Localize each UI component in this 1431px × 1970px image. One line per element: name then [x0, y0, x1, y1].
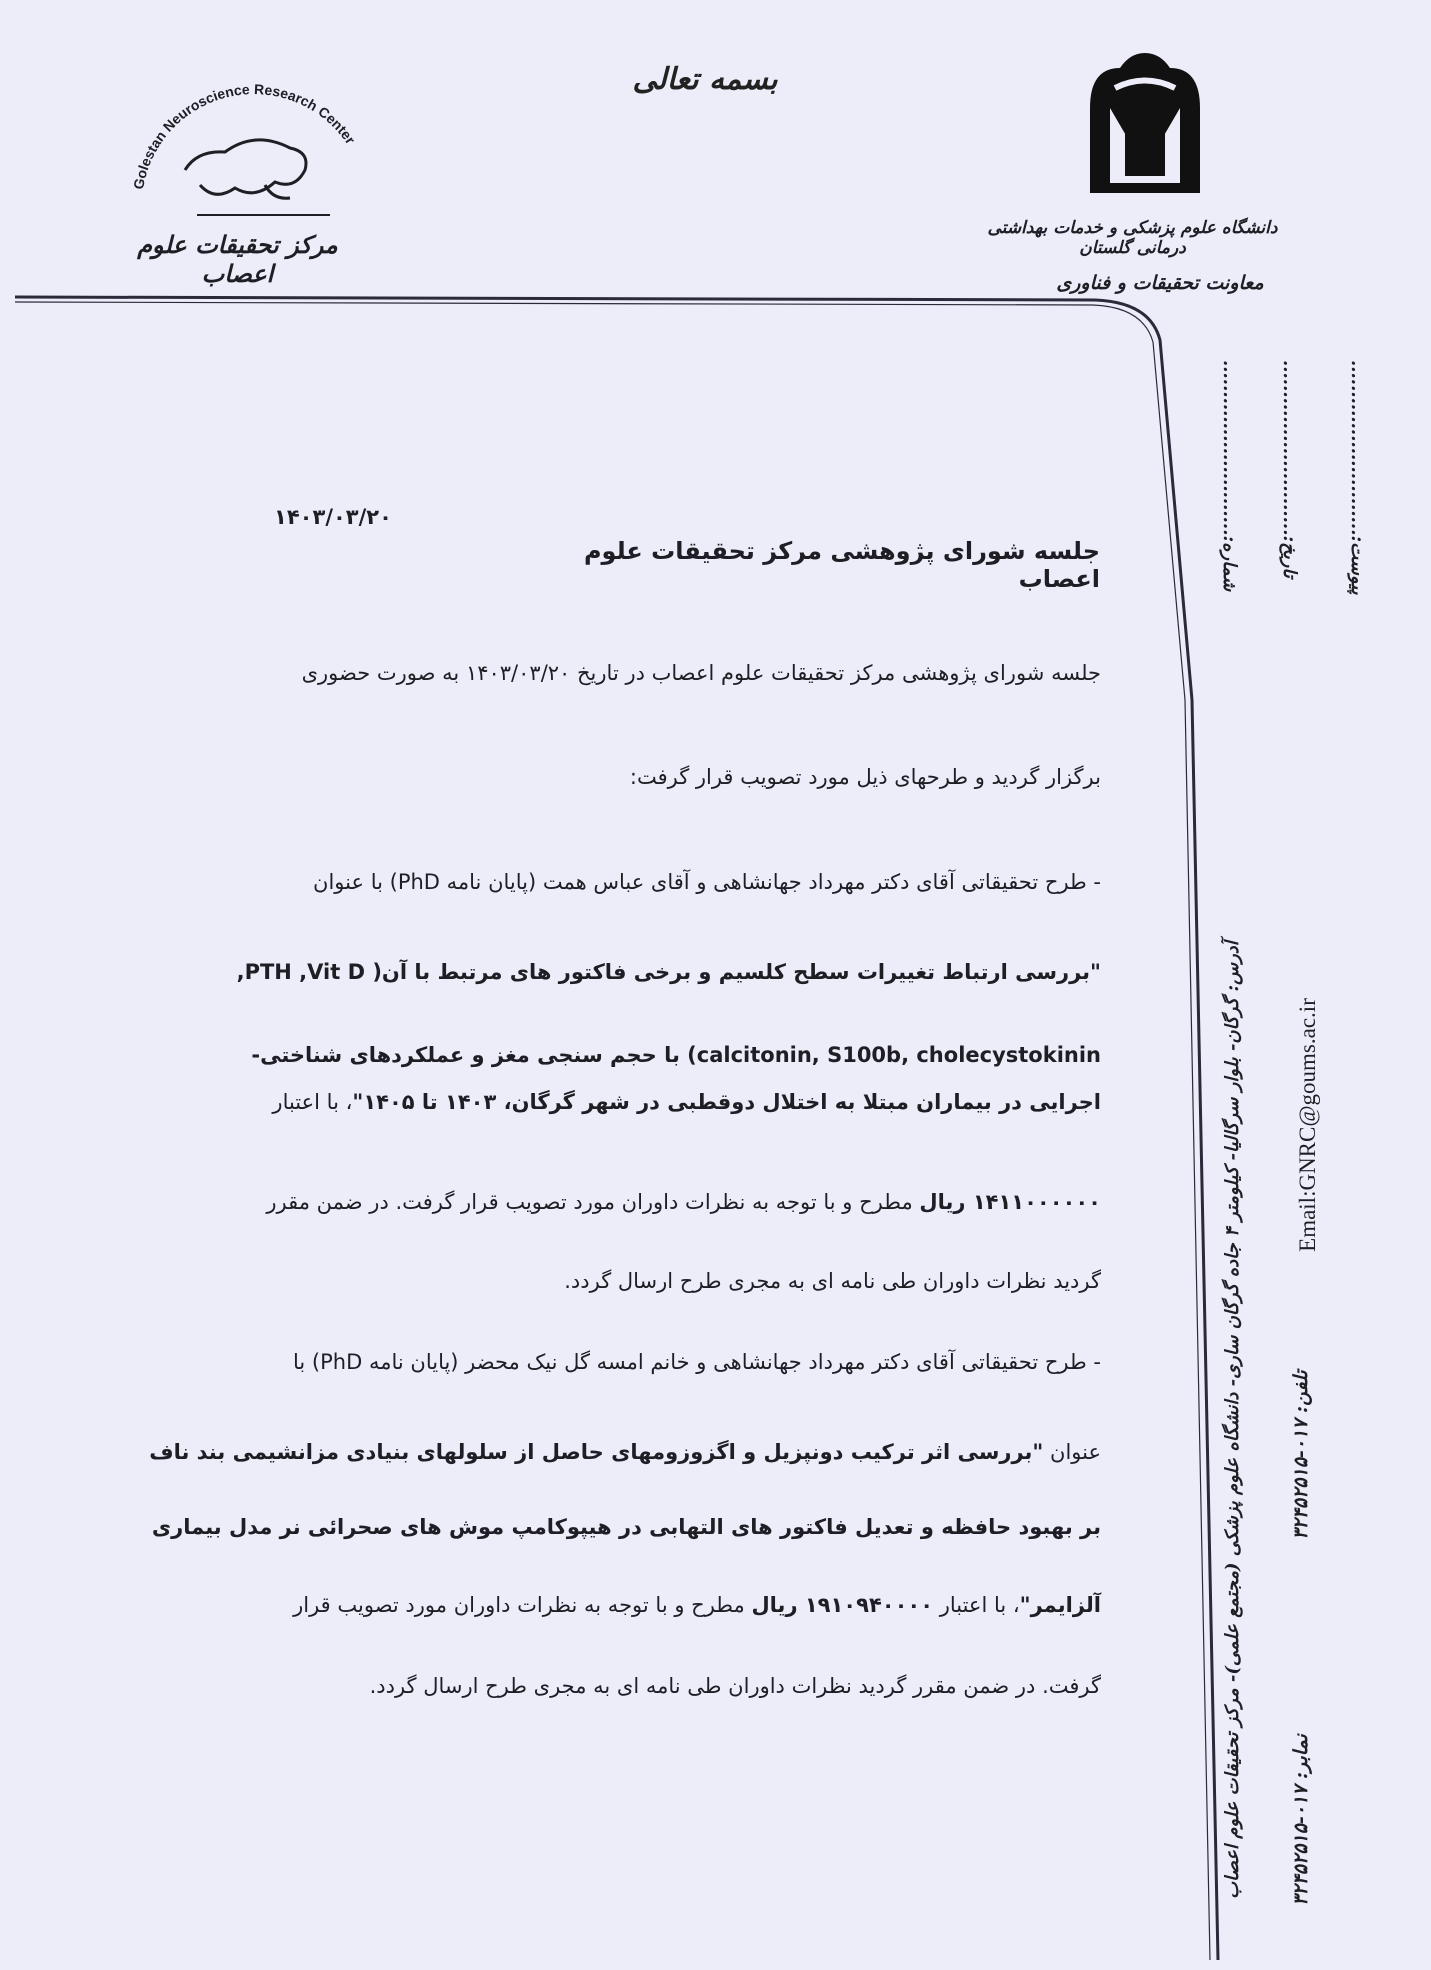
project1-title-end: اجرایی در بیماران مبتلا به اختلال دوقطبی در شهر گرگان، ۱۴۰۳ تا ۱۴۰۵" [352, 1090, 1101, 1114]
project2-title-line-1: "بررسی اثر ترکیب دونپزیل و اگزوزومهای حاصل از سلولهای بنیادی مزانشیمی بند ناف [149, 1440, 1044, 1464]
project2-line-2 [101, 1437, 1101, 1467]
number-label: شماره: [1219, 535, 1240, 592]
bismillah-heading: بسمه تعالی [632, 62, 778, 97]
project1-title-line-2: calcitonin, S100b, cholecystokinin) با حجم سنجی مغز و عملکردهای شناختی- [251, 1043, 1101, 1067]
project2-title-line-2: بر بهبود حافظه و تعدیل فاکتور های التهابی در هیپوکامپ موش های صحرائی نر مدل بیماری [151, 1515, 1101, 1539]
phone-text: تلفن: ۰۱۷-۳۲۴۵۲۵۱۵ [1290, 1370, 1312, 1540]
project1-credit-label: ، با اعتبار [272, 1090, 353, 1114]
meeting-title: جلسه شورای پژوهشی مرکز تحقیقات علوم اعصاب [583, 537, 1100, 593]
research-center-name: مرکز تحقیقات علوم اعصاب [137, 230, 338, 288]
logo-arc-text: Golestan Neuroscience Research Center [130, 80, 359, 191]
project1-budget: ۱۴۱۱۰۰۰۰۰۰ ریال [919, 1190, 1101, 1214]
project2-budget: ۱۹۱۰۹۴۰۰۰۰ ریال [751, 1593, 934, 1617]
svg-text:Golestan Neuroscience Research [130, 81, 359, 191]
project2-credit-label: ، با اعتبار [933, 1593, 1020, 1617]
number-dots: ............................ [1219, 360, 1240, 536]
project2-title-label: عنوان [1043, 1440, 1101, 1464]
date-label: تاریخ: [1279, 535, 1300, 578]
intro-line-1: جلسه شورای پژوهشی مرکز تحقیقات علوم اعصاب در تاریخ ۱۴۰۳/۰۳/۲۰ به صورت حضوری [301, 661, 1101, 685]
intro-line-2: برگزار گردید و طرحهای ذیل مورد تصویب قرار گرفت: [629, 765, 1101, 789]
project2-line-5: گرفت. در ضمن مقرر گردید نظرات داوران طی نامه ای به مجری طرح ارسال گردد. [369, 1674, 1101, 1698]
project1-title-line-1: "بررسی ارتباط تغییرات سطح کلسیم و برخی فاکتور های مرتبط با آن( PTH ,Vit D, [236, 960, 1101, 984]
fax-text: نمابر: ۰۱۷-۳۲۴۵۲۵۱۵ [1290, 1734, 1312, 1906]
letter-number-field [1219, 360, 1240, 591]
attachment-label: پیوست: [1347, 535, 1368, 595]
address-text: آدرس: گرگان- بلوار سرگالیا- کیلومتر ۴ جاده گرگان ساری- دانشگاه علوم پزشکی (مجتمع علمی)- مرکز تحقیقات علوم اعصاب [1222, 941, 1243, 1899]
email-text: Email:GNRC@goums.ac.ir [1295, 998, 1320, 1252]
project1-line-4 [101, 1087, 1101, 1117]
attachment-dots: ............................ [1347, 360, 1368, 536]
project1-approval: مطرح و با توجه به نظرات داوران مورد تصویب قرار گرفت. در ضمن مقرر [266, 1190, 920, 1214]
project1-line-5 [101, 1187, 1101, 1217]
project1-line-1: - طرح تحقیقاتی آقای دکتر مهرداد جهانشاهی و آقای عباس همت (پایان نامه PhD) با عنوان [313, 870, 1101, 894]
neuroscience-center-logo [105, 40, 370, 220]
university-emblem [1080, 48, 1210, 198]
project2-line-1: - طرح تحقیقاتی آقای دکتر مهرداد جهانشاهی و خانم امسه گل نیک محضر (پایان نامه PhD) با [293, 1350, 1101, 1374]
letter-date-field [1279, 360, 1300, 578]
project1-line-6: گردید نظرات داوران طی نامه ای به مجری طرح ارسال گردد. [564, 1269, 1101, 1293]
meeting-date: ۱۴۰۳/۰۳/۲۰ [274, 505, 392, 529]
project2-title-end: آلزایمر" [1019, 1593, 1101, 1617]
project2-line-4 [101, 1590, 1101, 1620]
date-dots: ............................ [1279, 360, 1300, 536]
university-name: دانشگاه علوم پزشکی و خدمات بهداشتی درمانی گلستان [987, 218, 1278, 258]
letter-attachment-field [1347, 360, 1368, 595]
university-department: معاونت تحقیقات و فناوری [1056, 272, 1264, 294]
project2-approval: مطرح و با توجه به نظرات داوران مورد تصویب قرار [293, 1593, 752, 1617]
